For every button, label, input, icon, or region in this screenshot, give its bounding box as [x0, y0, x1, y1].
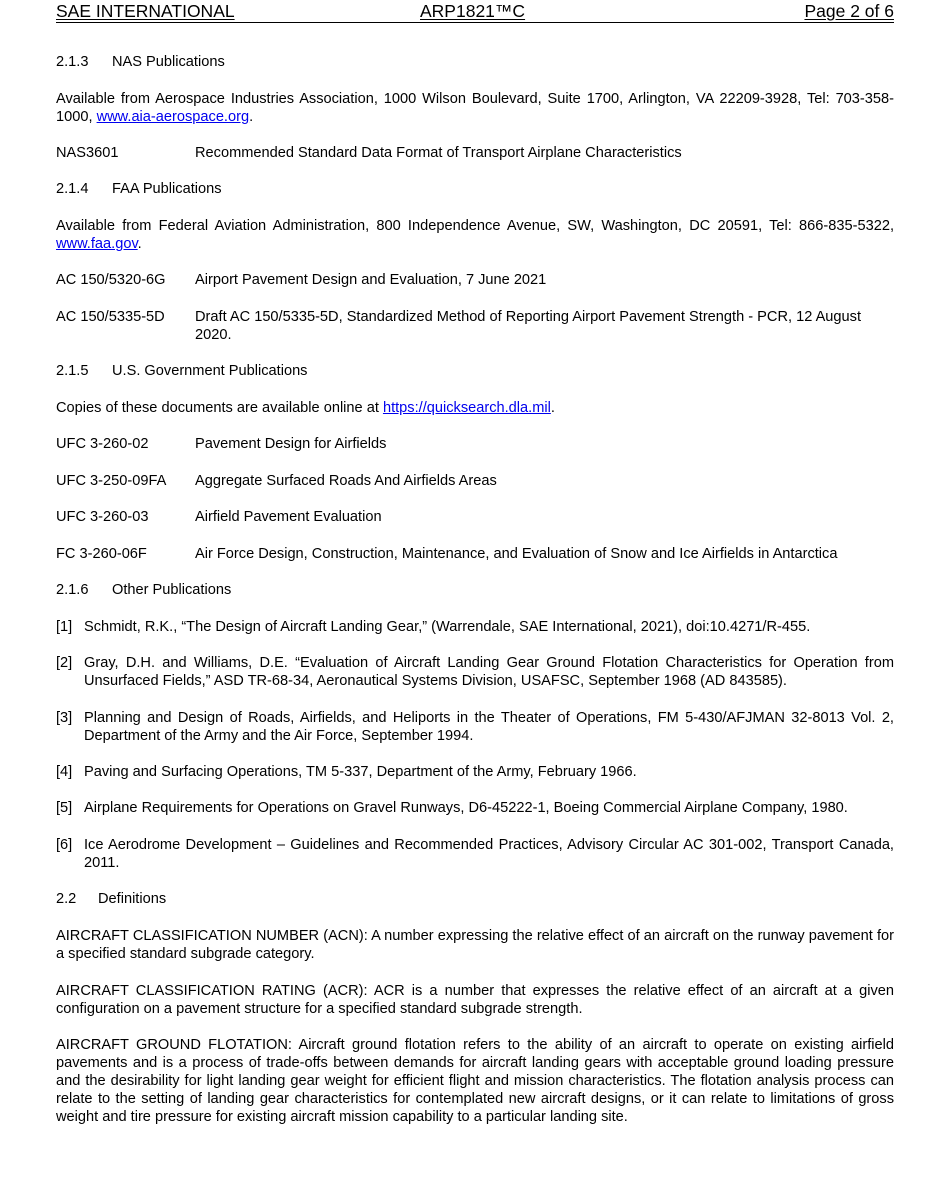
reference-id: UFC 3-260-02	[56, 436, 149, 452]
dla-quicksearch-link[interactable]: https://quicksearch.dla.mil	[382, 400, 551, 416]
aia-website-link[interactable]: www.aia-aerospace.org	[96, 109, 250, 125]
section-title: U.S. Government Publications	[112, 363, 308, 379]
reference-id: AC 150/5320-6G	[56, 272, 166, 288]
header-org: SAE INTERNATIONAL	[56, 1, 235, 21]
bibliography-text: Planning and Design of Roads, Airfields, and Heliports in the Theater of Operations, FM 5-430/AFJMAN 32-8013 Vol. 2, Department of the Army and the Air Force, September 1994.	[84, 710, 894, 744]
bibliography-number: [2]	[56, 655, 73, 671]
section-title: NAS Publications	[112, 54, 225, 70]
section-title: Other Publications	[112, 582, 232, 598]
section-number: 2.1.6	[56, 582, 89, 598]
section-heading-2-2	[56, 890, 894, 908]
section-heading-2-1-3	[56, 53, 894, 71]
reference-id: NAS3601	[56, 145, 119, 161]
section-number: 2.1.3	[56, 54, 89, 70]
bibliography-item	[56, 799, 894, 817]
bibliography-text: Paving and Surfacing Operations, TM 5-337, Department of the Army, February 1966.	[84, 764, 637, 780]
bibliography-text: Schmidt, R.K., “The Design of Aircraft Landing Gear,” (Warrendale, SAE International, 2021), doi:10.4271/R-455.	[84, 619, 811, 635]
section-number: 2.2	[56, 891, 77, 907]
section-number: 2.1.4	[56, 181, 89, 197]
faa-website-link[interactable]: www.faa.gov	[56, 236, 138, 252]
reference-title: Draft AC 150/5335-5D, Standardized Method of Reporting Airport Pavement Strength - PCR, 12 August 2020.	[195, 309, 862, 343]
reference-id: FC 3-260-06F	[56, 546, 147, 562]
bibliography-text: Gray, D.H. and Williams, D.E. “Evaluation of Aircraft Landing Gear Ground Flotation Characteristics for Operation from Unsurfaced Fields,” ASD TR-68-34, Aeronautical Systems Division, USAFSC, September 1968 (AD 843585).	[84, 655, 894, 689]
definition-acn: AIRCRAFT CLASSIFICATION NUMBER (ACN): A number expressing the relative effect of an aircraft on the runway pavement for a specified standard subgrade category.	[56, 928, 894, 962]
bibliography-text: Airplane Requirements for Operations on Gravel Runways, D6-45222-1, Boeing Commercial Airplane Company, 1980.	[84, 800, 848, 816]
reference-title: Pavement Design for Airfields	[195, 436, 387, 452]
section-title: Definitions	[98, 891, 167, 907]
bibliography-item	[56, 836, 894, 872]
definition-acr: AIRCRAFT CLASSIFICATION RATING (ACR): ACR is a number that expresses the relative effect of an aircraft at a given configuration on a pavement structure for a specified standard subgrade strength.	[56, 983, 894, 1017]
reference-row	[56, 545, 894, 563]
section-heading-2-1-5	[56, 362, 894, 380]
availability-paragraph: Available from Federal Aviation Administration, 800 Independence Avenue, SW, Washington, DC 20591, Tel: 866-835-5322, www.faa.gov.	[56, 218, 894, 252]
bibliography-number: [4]	[56, 764, 73, 780]
section-heading-2-1-4	[56, 180, 894, 198]
definition-ground-flotation: AIRCRAFT GROUND FLOTATION: Aircraft ground flotation refers to the ability of an aircraft to operate on existing airfield pavements and is a process of trade-offs between demands for aircraft landing gears with acceptable ground loading pressure and the desirability for light landing gear weight for efficient flight and mission characteristics. The flotation analysis process can relate to the setting of landing gear characteristics for contemplated new aircraft designs, or it can relate to limitations of gross weight and tire pressure for existing aircraft mission capability to a particular landing site.	[56, 1037, 894, 1125]
reference-row	[56, 144, 894, 162]
header-page-number: Page 2 of 6	[804, 1, 894, 21]
reference-id: UFC 3-250-09FA	[56, 473, 167, 489]
reference-id: UFC 3-260-03	[56, 509, 149, 525]
bibliography-item	[56, 618, 894, 636]
section-title: FAA Publications	[112, 181, 222, 197]
reference-id: AC 150/5335-5D	[56, 309, 165, 325]
bibliography-number: [6]	[56, 837, 73, 853]
reference-row	[56, 472, 894, 490]
availability-text: Available from Federal Aviation Administration, 800 Independence Avenue, SW, Washington, DC 20591, Tel: 866-835-5322,	[56, 218, 894, 234]
bibliography-item	[56, 654, 894, 690]
document-page	[56, 0, 894, 1125]
bibliography-item	[56, 763, 894, 781]
bibliography-number: [1]	[56, 619, 73, 635]
reference-title: Aggregate Surfaced Roads And Airfields Areas	[195, 473, 497, 489]
reference-title: Recommended Standard Data Format of Transport Airplane Characteristics	[195, 145, 682, 161]
reference-row	[56, 308, 894, 344]
reference-row	[56, 435, 894, 453]
reference-title: Airport Pavement Design and Evaluation, 7 June 2021	[195, 272, 547, 288]
header-doc-id: ARP1821™C	[420, 1, 526, 21]
bibliography-text: Ice Aerodrome Development – Guidelines and Recommended Practices, Advisory Circular AC 301-002, Transport Canada, 2011.	[84, 837, 894, 871]
reference-row	[56, 271, 894, 289]
reference-title: Airfield Pavement Evaluation	[195, 509, 382, 525]
bibliography-item	[56, 709, 894, 745]
bibliography-number: [3]	[56, 710, 73, 726]
reference-row	[56, 508, 894, 526]
availability-paragraph: Available from Aerospace Industries Association, 1000 Wilson Boulevard, Suite 1700, Arlington, VA 22209-3928, Tel: 703-358-1000, www.aia-aerospace.org.	[56, 91, 894, 125]
reference-title: Air Force Design, Construction, Maintenance, and Evaluation of Snow and Ice Airfields in Antarctica	[195, 546, 838, 562]
section-heading-2-1-6	[56, 581, 894, 599]
section-number: 2.1.5	[56, 363, 89, 379]
page-header	[56, 0, 894, 23]
availability-paragraph: Copies of these documents are available online at https://quicksearch.dla.mil.	[56, 400, 555, 416]
availability-text: Copies of these documents are available online at	[56, 400, 383, 416]
availability-text: Available from Aerospace Industries Association, 1000 Wilson Boulevard, Suite 1700, Arlington, VA 22209-3928, Tel: 703-358-1000,	[56, 91, 894, 125]
bibliography-number: [5]	[56, 800, 73, 816]
